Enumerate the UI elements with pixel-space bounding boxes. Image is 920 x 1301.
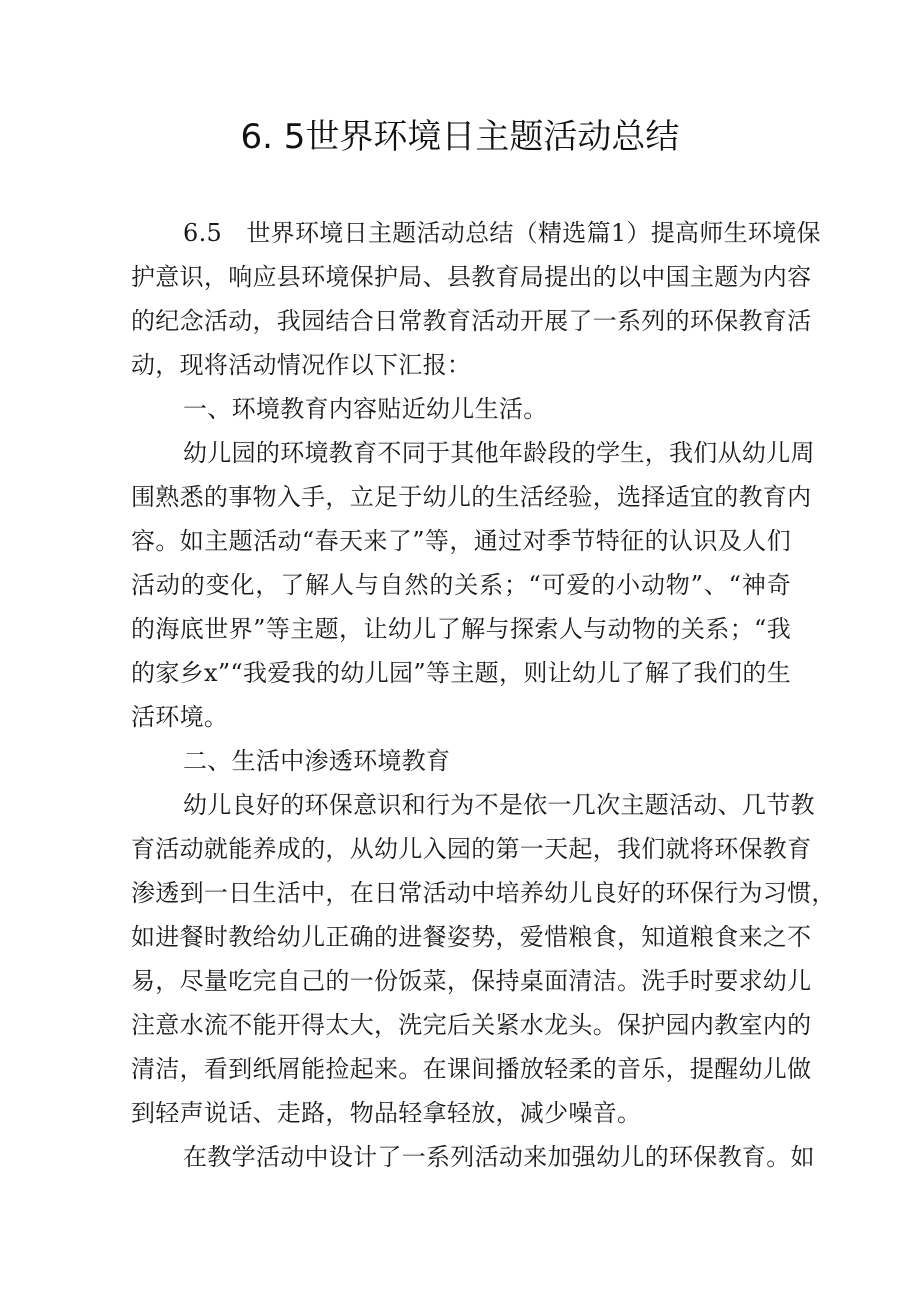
text-line: 到轻声说话、走路，物品轻拿轻放，减少噪音。	[131, 1099, 642, 1127]
text-line: 围熟悉的事物入手，立足于幼儿的生活经验，选择适宜的教育内	[131, 483, 812, 511]
document-title: 6. 5世界环境日主题活动总结	[240, 117, 680, 157]
text-line: 如进餐时教给幼儿正确的进餐姿势，爱惜粮食，知道粮食来之不	[131, 923, 812, 951]
text-line: 幼儿园的环境教育不同于其他年龄段的学生，我们从幼儿周	[183, 439, 815, 467]
text-line: 幼儿良好的环保意识和行为不是依一几次主题活动、几节教	[183, 791, 815, 819]
text-line: 在教学活动中设计了一系列活动来加强幼儿的环保教育。如	[183, 1143, 815, 1171]
document-body	[131, 211, 836, 1179]
text-line: 渗透到一日生活中，在日常活动中培养幼儿良好的环保行为习惯，	[131, 879, 836, 907]
text-line: 动，现将活动情况作以下汇报：	[131, 351, 472, 379]
text-line: 活环境。	[131, 703, 229, 731]
text-line: 清洁，看到纸屑能捡起来。在课间播放轻柔的音乐，提醒幼儿做	[131, 1055, 812, 1083]
text-line: 育活动就能养成的，从幼儿入园的第一天起，我们就将环保教育	[131, 835, 812, 863]
text-line: 6.5 世界环境日主题活动总结（精选篇1）提高师生环境保	[183, 219, 821, 247]
text-line: 容。如主题活动“春天来了”等，通过对季节特征的认识及人们	[131, 527, 791, 555]
text-line: 活动的变化，了解人与自然的关系；“可爱的小动物”、“神奇	[131, 571, 791, 599]
text-line: 注意水流不能开得太大，洗完后关紧水龙头。保护园内教室内的	[131, 1011, 812, 1039]
text-line: 易，尽量吃完自己的一份饭菜，保持桌面清洁。洗手时要求幼儿	[131, 967, 812, 995]
text-line: 护意识，响应县环境保护局、县教育局提出的以中国主题为内容	[131, 263, 812, 291]
section-heading: 一、环境教育内容贴近幼儿生活。	[183, 395, 548, 423]
text-line: 的海底世界”等主题，让幼儿了解与探索人与动物的关系；“我	[131, 615, 791, 643]
text-line: 的纪念活动，我园结合日常教育活动开展了一系列的环保教育活	[131, 307, 812, 335]
text-line: 的家乡x”“我爱我的幼儿园”等主题，则让幼儿了解了我们的生	[131, 659, 791, 687]
section-heading: 二、生活中渗透环境教育	[183, 747, 451, 775]
